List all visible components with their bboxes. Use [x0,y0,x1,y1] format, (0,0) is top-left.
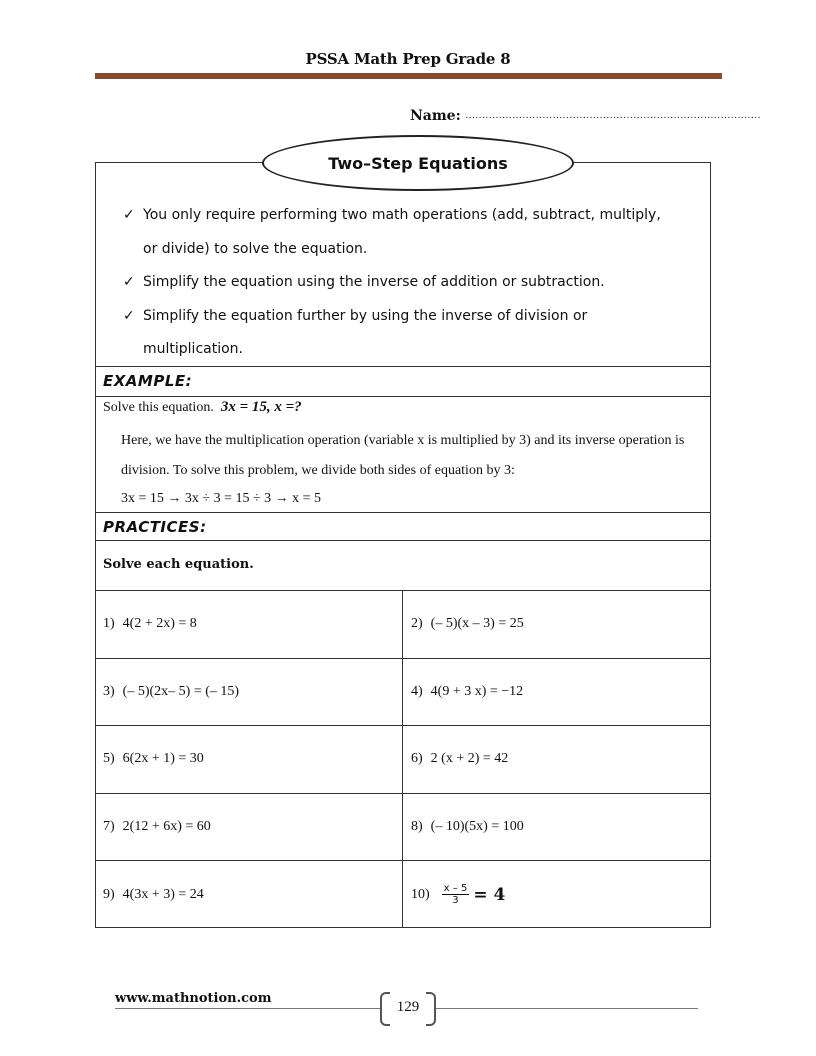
divider [95,540,711,541]
problem-equation: 2(12 + 6x) = 60 [122,819,211,835]
problem-number: 8) [411,819,423,835]
check-icon: ✓ [123,307,135,324]
problem-cell [95,590,402,658]
problem-number: 2) [411,616,423,632]
example-question [103,399,302,416]
problem-equation: 2 (x + 2) = 42 [430,751,509,767]
problem-number: 10) [411,886,430,902]
practices-label: PRACTICES: [103,518,207,536]
problem-equation: (– 5)(2x– 5) = (– 15) [122,683,240,699]
bracket-right-icon [426,992,436,1026]
problem-equation: 6(2x + 1) = 30 [122,751,204,767]
problem-equation: 4(9 + 3 x) = −12 [430,683,524,699]
tip-item [123,266,703,300]
tip-text-cont: or divide) to solve the equation. [143,240,368,257]
problem-number: 4) [411,683,423,699]
practice-problems-grid [95,590,711,928]
divider [95,512,711,513]
problem-cell [95,725,402,793]
problem-cell [402,658,711,726]
fraction-rhs: = 4 [473,884,506,905]
problem-equation: (– 10)(5x) = 100 [430,819,524,835]
check-icon: ✓ [123,207,135,223]
problem-equation: 4(2 + 2x) = 8 [122,616,197,632]
example-question-prefix: Solve this equation. [103,400,214,415]
problem-number: 3) [103,683,115,699]
practices-instruction: Solve each equation. [103,557,254,572]
problem-equation: 4(3x + 3) = 24 [122,886,204,902]
tip-text: You only require performing two math operations (add, subtract, multiply, [143,207,661,223]
fraction-numerator: x – 5 [443,883,468,895]
header-rule [95,73,722,79]
problem-number: 6) [411,751,423,767]
topic-title: Two–Step Equations [262,135,574,191]
check-icon: ✓ [123,274,135,290]
tips-list [123,199,703,367]
problem-equation: (– 5)(x – 3) = 25 [430,616,524,632]
footer-rule-right [436,1008,698,1009]
divider [95,396,711,397]
page-number-text: 129 [396,998,420,1015]
tip-text: Simplify the equation further by using the inverse of division or [143,307,588,324]
divider [95,366,711,367]
problem-number: 5) [103,751,115,767]
page-number [380,992,436,1022]
example-question-equation: 3x = 15, x =? [220,399,302,415]
tip-text-cont: multiplication. [143,341,243,357]
page-header-title: PSSA Math Prep Grade 8 [305,50,511,68]
problem-number: 7) [103,819,115,835]
problem-cell [402,725,711,793]
example-label: EXAMPLE: [103,372,193,390]
tip-text: Simplify the equation using the inverse of addition or subtraction. [143,274,605,290]
problem-cell [402,860,711,928]
problem-cell [402,590,711,658]
name-label: Name: [410,108,461,124]
problem-cell [95,658,402,726]
tip-item [123,300,703,367]
example-solution: 3x = 15 → 3x ÷ 3 = 15 ÷ 3 → x = 5 [121,491,322,506]
problem-number: 1) [103,616,115,632]
footer-rule-left [115,1008,380,1009]
tip-item [123,199,703,266]
fraction-denominator: 3 [452,895,459,907]
problem-fraction [442,883,470,906]
name-blank: ........................................................................................ [465,111,761,121]
problem-cell [95,793,402,861]
footer-url: www.mathnotion.com [115,991,272,1006]
example-explanation: Here, we have the multiplication operation (variable x is multiplied by 3) and its inverse operation is division. To solve this problem, we divide both sides of equation by 3: [121,433,685,478]
problem-cell [95,860,402,928]
problem-number: 9) [103,886,115,902]
name-field [410,108,761,124]
problem-cell [402,793,711,861]
bracket-left-icon [380,992,390,1026]
